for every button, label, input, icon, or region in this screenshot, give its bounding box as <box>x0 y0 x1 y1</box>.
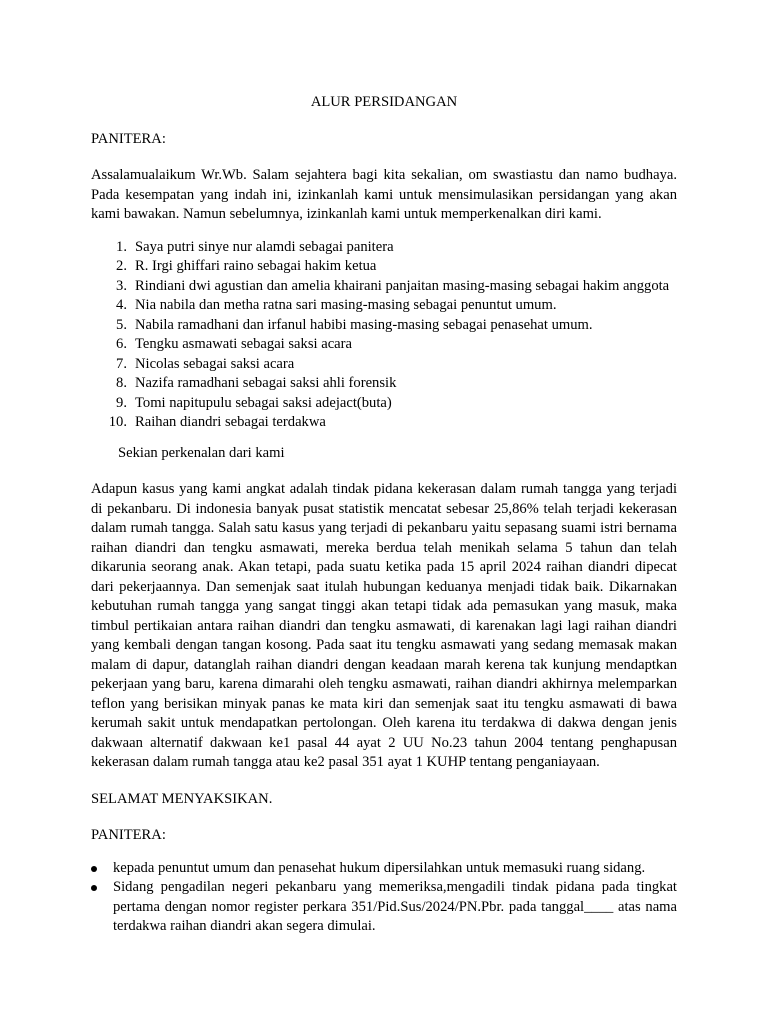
list-number: 9. <box>116 394 127 411</box>
bullet-list <box>91 859 677 937</box>
bullet-item-text: Sidang pengadilan negeri pekanbaru yang memeriksa,mengadili tindak pidana pada tingkat pertama dengan nomor register perkara 351/Pid.Sus/2024/PN.Pbr. pada tanggal____ atas nama terdakwa raihan diandri akan segera dimulai. <box>113 879 677 934</box>
list-item <box>91 296 677 316</box>
list-item <box>91 394 677 414</box>
list-number: 1. <box>116 238 127 255</box>
case-description-paragraph: Adapun kasus yang kami angkat adalah tindak pidana kekerasan dalam rumah tangga yang terjadi di pekanbaru. Di indonesia banyak pusat statistik mencatat sebesar 25,86% telah terjadi kekerasan dalam rumah tangga. Salah satu kasus yang terjadi di pekanbaru yaitu sepasang suami istri bernama raihan diandri dan tengku asmawati, mereka berdua telah menikah selama 5 tahun dan telah dikarunia seorang anak. Akan tetapi, pada suatu ketika pada 15 april 2024 raihan diandri dipecat dari pekerjaannya. Dan semenjak saat itulah hubungan keduanya menjadi tidak baik. Dikarnakan kebutuhan rumah tangga yang sangat tinggi akan tetapi tidak ada pemasukan yang masuk, maka timbul pertikaian antara raihan diandri dan tengku asmawati, di karenakan lagi lagi raihan diandri yang kembali dengan tangan kosong. Pada saat itu tengku asmawati yang sedang memasak makan malam di dapur, datanglah raihan diandri dengan keadaan marah kerena tak kunjung mendaptkan pekerjaan yang baru, karena dimarahi oleh tengku asmawati, raihan diandri akhirnya melemparkan teflon yang berisikan minyak panas ke mata kiri dan semenjak saat itu tengku asmawati di bawa kerumah sakit untuk mendapatkan pertolongan. Oleh karena itu terdakwa di dakwa dengan jenis dakwaan alternatif dakwaan ke1 pasal 44 ayat 2 UU No.23 tahun 2004 tentang penghapusan kekerasan dalam rumah tangga atau ke2 pasal 351 ayat 1 KUHP tentang penganiayaan. <box>91 481 677 770</box>
list-item-text: Raihan diandri sebagai terdakwa <box>135 414 326 430</box>
list-number: 6. <box>116 336 127 352</box>
bullet-dot-icon <box>91 885 97 891</box>
list-item <box>91 238 677 258</box>
list-item-text: Rindiani dwi agustian dan amelia khairani panjaitan masing-masing sebagai hakim anggota <box>135 277 670 294</box>
list-item-text: Tengku asmawati sebagai saksi acara <box>135 336 352 352</box>
list-number: 2. <box>116 258 127 274</box>
list-item-text: R. Irgi ghiffari raino sebagai hakim ketua <box>135 258 377 274</box>
list-number: 3. <box>116 277 127 294</box>
list-item <box>91 316 677 336</box>
list-item <box>91 413 677 433</box>
bullet-item <box>91 878 677 937</box>
bullet-item-text: kepada penuntut umum dan penasehat hukum dipersilahkan untuk memasuki ruang sidang. <box>113 859 646 876</box>
list-number: 4. <box>116 297 127 313</box>
salutation-line: SELAMAT MENYAKSIKAN. <box>91 790 273 807</box>
list-number: 10. <box>108 414 127 430</box>
opening-paragraph: Assalamualaikum Wr.Wb. Salam sejahtera bagi kita sekalian, om swastiastu dan namo budhaya. Pada kesempatan yang indah ini, izinkanlah kami untuk mensimulasikan persidangan yang akan kami bawakan. Namun sebelumnya, izinkanlah kami untuk memperkenalkan diri kami. <box>91 167 677 222</box>
document-body <box>91 93 677 937</box>
list-number: 8. <box>116 375 127 391</box>
document-title: ALUR PERSIDANGAN <box>310 94 458 110</box>
list-item <box>91 257 677 277</box>
list-item <box>91 374 677 394</box>
list-item <box>91 355 677 375</box>
list-item <box>91 277 677 297</box>
list-item-text: Nia nabila dan metha ratna sari masing-masing sebagai penuntut umum. <box>135 297 557 313</box>
list-item-text: Nazifa ramadhani sebagai saksi ahli forensik <box>135 375 397 391</box>
bullet-item <box>91 859 677 879</box>
closing-intro-line: Sekian perkenalan dari kami <box>118 444 285 461</box>
list-number: 5. <box>116 316 127 333</box>
list-item-text: Saya putri sinye nur alamdi sebagai panitera <box>135 238 394 255</box>
list-item <box>91 335 677 355</box>
list-item-text: Nabila ramadhani dan irfanul habibi masing-masing sebagai penasehat umum. <box>135 316 593 333</box>
list-number: 7. <box>116 355 127 372</box>
list-item-text: Tomi napitupulu sebagai saksi adejact(buta) <box>135 394 392 411</box>
roles-list <box>91 238 677 433</box>
speaker-label-panitera-2: PANITERA: <box>91 827 166 843</box>
bullet-dot-icon <box>91 866 97 872</box>
list-item-text: Nicolas sebagai saksi acara <box>135 355 295 372</box>
speaker-label-panitera: PANITERA: <box>91 130 166 147</box>
